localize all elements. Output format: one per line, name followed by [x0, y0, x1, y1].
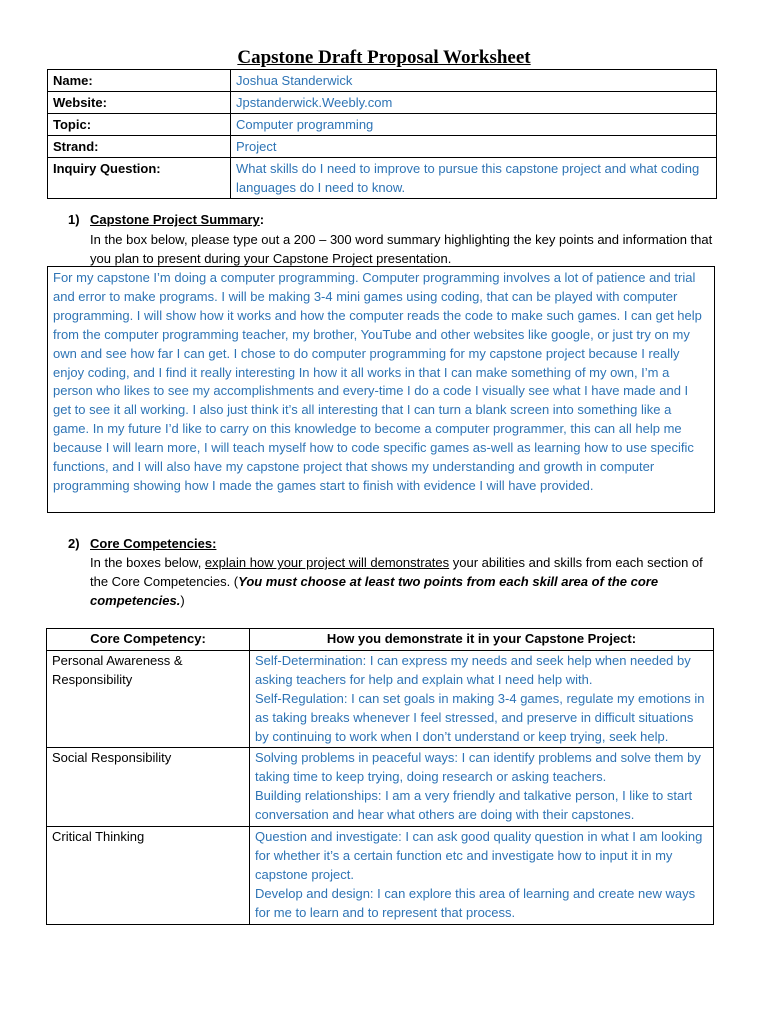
core-col2-header: How you demonstrate it in your Capstone Project:: [250, 629, 714, 651]
demonstration-point: Develop and design: I can explore this area of learning and create new ways for me to learn and to represent that process.: [255, 885, 696, 920]
table-row: [47, 748, 714, 827]
demonstration-point: Self-Regulation: I can set goals in making 3-4 games, regulate my emotions in as taking breaks whenever I feel stressed, and preserve in difficult situations by continuing to work when I don’t understand or keep trying, seek help.: [255, 690, 705, 744]
inquiry-value: What skills do I need to improve to pursue this capstone project and what coding languages do I need to know.: [231, 158, 717, 199]
competency-demonstration: [250, 827, 714, 925]
core-col1-header: Core Competency:: [47, 629, 250, 651]
section2-heading: [68, 534, 216, 553]
topic-value: Computer programming: [231, 114, 717, 136]
competency-demonstration: [250, 650, 714, 748]
section2-instr-a: In the boxes below,: [90, 555, 205, 570]
section2-instructions: [90, 553, 720, 610]
competency-name: Critical Thinking: [47, 827, 250, 925]
section2-number: 2): [68, 536, 80, 551]
topic-label: Topic:: [48, 114, 231, 136]
demonstration-point: Self-Determination: I can express my needs and seek help when needed by asking teachers for help and explain what I need help with.: [255, 652, 691, 687]
section1-number: 1): [68, 212, 80, 227]
info-row-website: [48, 92, 717, 114]
name-value: Joshua Standerwick: [231, 70, 717, 92]
section2-instr-d: You must choose at least two points from each skill area of the core competencies.: [90, 574, 659, 608]
summary-box: For my capstone I’m doing a computer programming. Computer programming involves a lot of patience and trial and error to make programs. I will be making 3-4 mini games using coding, that can be played with computer programming. I will show how it works and how the computer reads the code to make such games. I can get help from the computer programming teacher, my brother, YouTube and other websites like google, or just try on my own and see how far I can get. I chose to do computer programming for my capstone project because I really enjoy coding, and I find it really interesting In how it all works in that I can make something of my own, I’m a person who likes to see my accomplishments and every-time I do a code I visually see what I have made and I get to see it all working. I also just think it’s all interesting that I can turn a blank screen into something like a game. In my future I’d like to carry on this knowledge to become a computer programmer, this can all help me because I will learn more, I will teach myself how to code specific games as-well as learning how to use specific functions, and I will also have my capstone project that shows my understanding and growth in computer programming showing how I made the games start to finish with evidence I will have provided.: [47, 266, 715, 513]
table-row: [47, 650, 714, 748]
info-row-name: [48, 70, 717, 92]
section1-title: Capstone Project Summary: [90, 212, 260, 227]
section2-instr-e: ): [180, 593, 185, 608]
competency-name: Social Responsibility: [47, 748, 250, 827]
name-label: Name:: [48, 70, 231, 92]
page-title: Capstone Draft Proposal Worksheet: [237, 47, 531, 68]
website-label: Website:: [48, 92, 231, 114]
table-row: [47, 827, 714, 925]
section1-heading: [68, 210, 264, 229]
strand-value: Project: [231, 136, 717, 158]
core-competencies-table: [46, 628, 714, 925]
section2-title: Core Competencies:: [90, 536, 217, 551]
info-table: [47, 69, 717, 199]
demonstration-point: Solving problems in peaceful ways: I can identify problems and solve them by taking time to keep trying, doing research or asking teachers.: [255, 750, 701, 785]
strand-label: Strand:: [48, 136, 231, 158]
section2-instr-c: your abilities and skills from each section of the Core Competencies. (: [90, 555, 703, 589]
competency-name: Personal Awareness & Responsibility: [47, 650, 250, 748]
info-row-inquiry: [48, 158, 717, 199]
inquiry-label: Inquiry Question:: [48, 158, 231, 199]
demonstration-point: Question and investigate: I can ask good quality question in what I am looking for whether it’s a certain function etc and investigate how to input it in my capstone project.: [255, 829, 703, 882]
info-row-topic: [48, 114, 717, 136]
website-value: Jpstanderwick.Weebly.com: [231, 92, 717, 114]
competency-demonstration: [250, 748, 714, 827]
core-header-row: [47, 629, 714, 651]
info-row-strand: [48, 136, 717, 158]
section1-instructions: In the box below, please type out a 200 – 300 word summary highlighting the key points and information that you plan to present during your Capstone Project presentation.: [90, 232, 713, 266]
demonstration-point: Building relationships: I am a very friendly and talkative person, I like to start conversation and hear what others are doing with their capstones.: [255, 788, 693, 823]
section1-colon: :: [259, 212, 265, 227]
section2-instr-b: explain how your project will demonstrates: [204, 555, 450, 570]
